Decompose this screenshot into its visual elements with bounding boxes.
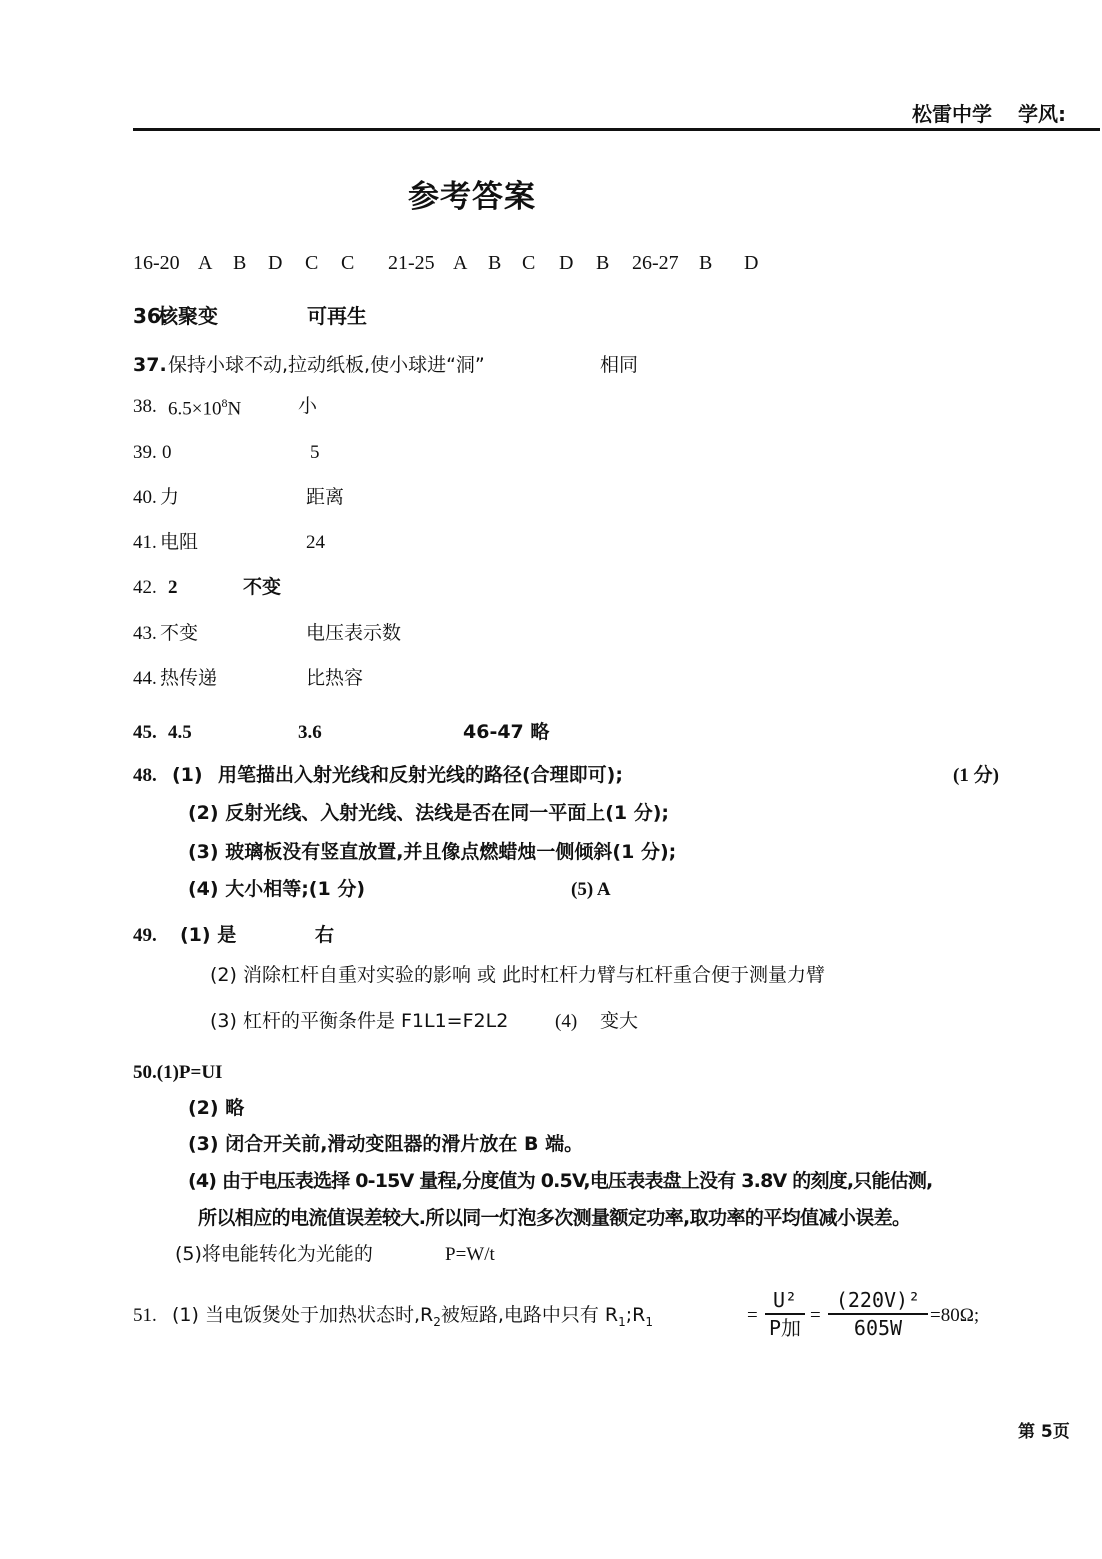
mc-answer: B: [596, 252, 610, 274]
q51-num: 51.: [133, 1305, 157, 1326]
q38-exp: 8: [221, 396, 228, 410]
q51-f2-den: 605W: [853, 1315, 903, 1340]
q45-num: 45.: [133, 722, 157, 743]
mc-answer: B: [699, 252, 713, 274]
mc-answer: B: [233, 252, 247, 274]
q48-part3: (3) 玻璃板没有竖直放置,并且像点燃蜡烛一侧倾斜(1 分);: [188, 841, 677, 863]
q37-num: 37.: [133, 354, 167, 376]
q51-f1-den: P加: [768, 1315, 802, 1340]
mc-answer: A: [198, 252, 213, 274]
q37-answer-2: 相同: [600, 354, 639, 376]
q43-answer-2: 电压表示数: [306, 622, 402, 644]
q51-f1-num: U²: [772, 1288, 798, 1312]
q41-answer-2: 24: [306, 532, 325, 553]
q40-answer-2: 距离: [306, 486, 345, 508]
mc-answer: C: [305, 252, 319, 274]
q48-part2: (2) 反射光线、入射光线、法线是否在同一平面上(1 分);: [188, 802, 670, 824]
q49-num: 49.: [133, 925, 157, 946]
q39-answer-2: 5: [310, 442, 320, 463]
mc-answer: C: [522, 252, 536, 274]
q51-fraction-1: [765, 1290, 805, 1338]
q51-sub-b: 1: [618, 1314, 626, 1329]
q41-num: 41.: [133, 532, 157, 553]
q49-part1-answer-2: 右: [315, 924, 335, 946]
q41-answer-1: 电阻: [160, 531, 199, 553]
page-number: 第 5页: [1018, 1422, 1070, 1442]
q36-num: 36.: [133, 304, 169, 328]
q36-answer-2: 可再生: [307, 304, 367, 328]
mc-answer: C: [341, 252, 355, 274]
q51-text-c: ;R: [625, 1304, 646, 1326]
q37-answer-1: 保持小球不动,拉动纸板,使小球进“洞”: [168, 354, 485, 376]
q49-part1: (1) 是: [180, 924, 237, 946]
q50-part2: (2) 略: [188, 1097, 245, 1119]
q48-part4: (4) 大小相等;(1 分): [188, 878, 366, 900]
q36-answer-1: 核聚变: [158, 304, 218, 328]
q50-part4-line1: (4) 由于电压表选择 0-15V 量程,分度值为 0.5V,电压表表盘上没有 3.8V 的刻度,只能估测,: [188, 1170, 933, 1192]
q51-text-a: (1) 当电饭煲处于加热状态时,R: [172, 1304, 434, 1326]
q51-text: [172, 1306, 653, 1328]
q50-part5-formula: P=W/t: [445, 1244, 495, 1265]
q49-part2: (2) 消除杠杆自重对实验的影响 或 此时杠杆力臂与杠杆重合便于测量力臂: [210, 964, 826, 986]
q43-answer-1: 不变: [160, 622, 199, 644]
q48-part1: 用笔描出入射光线和反射光线的路径(合理即可);: [218, 764, 623, 786]
q48-num: 48.: [133, 765, 157, 786]
mc-answer: B: [488, 252, 502, 274]
q51-text-b: 被短路,电路中只有 R: [440, 1304, 619, 1326]
q42-answer-1: 2: [168, 577, 178, 598]
q44-answer-2: 比热容: [306, 667, 364, 689]
q45-answer-1: 4.5: [168, 722, 192, 743]
q40-num: 40.: [133, 487, 157, 508]
header-rule: [133, 128, 1100, 131]
page-title: 参考答案: [408, 179, 536, 215]
q49-part4: 变大: [600, 1010, 639, 1032]
mc-answer: A: [453, 252, 468, 274]
mc-answer: D: [559, 252, 574, 274]
mc-range-1: 16-20: [133, 252, 180, 274]
q51-eq-2: =: [810, 1305, 821, 1326]
q38-answer-1: [168, 397, 241, 418]
q42-num: 42.: [133, 577, 157, 598]
q50-part4-line2: 所以相应的电流值误差较大.所以同一灯泡多次测量额定功率,取功率的平均值减小误差。: [198, 1207, 911, 1229]
q43-num: 43.: [133, 623, 157, 644]
q51-f2-num: (220V)²: [835, 1288, 921, 1312]
q38-unit: N: [227, 398, 242, 420]
q42-answer-2: 不变: [243, 576, 282, 598]
q44-num: 44.: [133, 668, 157, 689]
q48-part1-score: (1 分): [953, 765, 999, 786]
q50-part1: 50.(1)P=UI: [133, 1062, 223, 1083]
q49-part4-label: (4): [555, 1011, 578, 1032]
q44-answer-1: 热传递: [160, 667, 218, 689]
q51-sub-c: 1: [645, 1314, 654, 1329]
q40-answer-1: 力: [160, 486, 180, 508]
header-motto: 学风:: [1018, 102, 1066, 126]
q48-part5: (5) A: [571, 879, 611, 900]
fraction-bar: [828, 1313, 928, 1315]
q50-part3: (3) 闭合开关前,滑动变阻器的滑片放在 B 端。: [188, 1133, 584, 1155]
q39-num: 39.: [133, 442, 157, 463]
q49-part3: (3) 杠杆的平衡条件是 F1L1=F2L2: [210, 1010, 509, 1032]
mc-range-2: 21-25: [388, 252, 435, 274]
q51-fraction-2: [828, 1290, 928, 1338]
mc-answer: D: [268, 252, 283, 274]
fraction-bar: [765, 1313, 805, 1315]
header-school: 松雷中学: [912, 102, 992, 126]
q50-part5: (5)将电能转化为光能的: [175, 1243, 373, 1265]
q48-part1-label: (1): [172, 764, 203, 786]
q51-result: =80Ω;: [930, 1305, 980, 1326]
mc-answer: D: [744, 252, 759, 274]
q51-eq-1: =: [747, 1305, 758, 1326]
q45-answer-2: 3.6: [298, 722, 322, 743]
mc-range-3: 26-27: [632, 252, 679, 274]
q38-answer-2: 小: [298, 395, 318, 417]
q51-sub-a: 2: [433, 1314, 441, 1329]
q38-base: 6.5×10: [168, 398, 222, 420]
q46-47-answer: 46-47 略: [463, 721, 550, 743]
q39-answer-1: 0: [162, 442, 172, 463]
q38-num: 38.: [133, 396, 157, 417]
